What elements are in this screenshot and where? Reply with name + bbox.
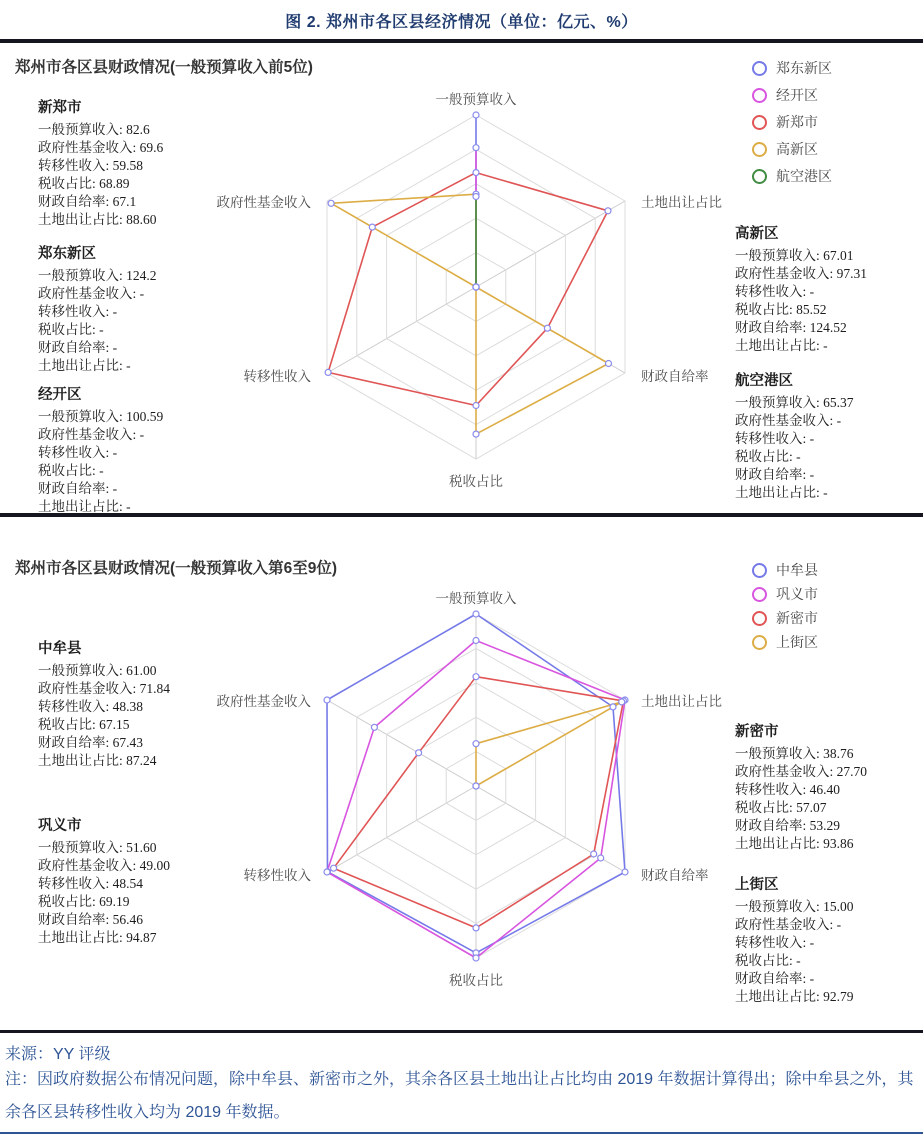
radar-point-marker: [473, 783, 479, 789]
radar-grid-ring: [387, 184, 566, 390]
legend-circle-icon: [752, 61, 767, 76]
radar2-axis-label-财政自给率: 财政自给率: [640, 868, 709, 883]
radar-grid-ring: [327, 614, 625, 958]
radar-point-marker: [473, 284, 479, 290]
district-name: 巩义市: [38, 818, 82, 834]
radar-axis-spoke: [476, 201, 625, 287]
district-metric: 土地出让占比: -: [735, 338, 828, 353]
radar-point-marker: [473, 145, 479, 151]
radar-point-marker: [473, 191, 479, 197]
legend-item-郑东新区: [752, 58, 832, 78]
legend-item-航空港区: [752, 166, 832, 186]
radar-grid-ring: [327, 115, 625, 459]
radar-point-marker: [473, 194, 479, 200]
district-metric: 税收占比: -: [38, 463, 104, 478]
legend-label: 航空港区: [776, 168, 832, 184]
district-metric: 政府性基金收入: -: [735, 413, 842, 428]
radar-point-marker: [325, 369, 331, 375]
radar-point-marker: [324, 869, 330, 875]
radar-grid-ring: [357, 648, 595, 923]
radar-series-中牟县: [327, 614, 625, 953]
radar-point-marker: [473, 611, 479, 617]
radar-axis-spoke: [327, 700, 476, 786]
radar-chart-1: [325, 112, 625, 459]
radar-grid-ring: [416, 717, 535, 855]
district-metric: 一般预算收入: 124.2: [38, 268, 157, 283]
legend-circle-icon: [752, 169, 767, 184]
legend-label: 新密市: [776, 610, 818, 626]
radar-point-marker: [324, 697, 330, 703]
district-metric: 一般预算收入: 15.00: [735, 899, 854, 914]
radar1-axis-label-一般预算收入: 一般预算收入: [435, 92, 517, 107]
legend-label: 郑东新区: [776, 60, 832, 76]
district-metric: 一般预算收入: 51.60: [38, 840, 157, 855]
district-metric: 税收占比: 68.89: [38, 176, 130, 191]
radar-point-marker: [473, 284, 479, 290]
radar-point-marker: [473, 284, 479, 290]
district-metric: 财政自给率: -: [38, 481, 118, 496]
radar-point-marker: [473, 674, 479, 680]
district-metric: 转移性收入: 46.40: [735, 782, 841, 797]
radar-point-marker: [591, 851, 597, 857]
radar-point-marker: [473, 950, 479, 956]
district-metric: 税收占比: -: [735, 953, 801, 968]
radar2-axis-label-一般预算收入: 一般预算收入: [435, 591, 517, 606]
divider-bottom: [0, 1132, 923, 1134]
radar-point-marker: [622, 869, 628, 875]
district-metric: 政府性基金收入: 71.84: [38, 681, 171, 696]
radar-point-marker: [473, 925, 479, 931]
radar-point-marker: [544, 325, 550, 331]
radar-point-marker: [473, 638, 479, 644]
district-metric: 财政自给率: 53.29: [735, 818, 841, 833]
district-metric: 政府性基金收入: -: [735, 917, 842, 932]
radar-series-新密市: [334, 677, 624, 928]
radar-point-marker: [473, 431, 479, 437]
radar-point-marker: [473, 284, 479, 290]
legend-circle-icon: [752, 611, 767, 626]
legend-label: 巩义市: [776, 586, 818, 602]
chart1-title: 郑州市各区县财政情况(一般预算收入前5位): [15, 59, 313, 76]
district-metric: 土地出让占比: -: [38, 358, 131, 373]
radar-point-marker: [473, 783, 479, 789]
district-metric: 政府性基金收入: 27.70: [735, 764, 868, 779]
radar1-axis-label-税收占比: 税收占比: [449, 474, 503, 489]
district-metric: 转移性收入: -: [735, 935, 815, 950]
district-metric: 一般预算收入: 67.01: [735, 248, 854, 263]
radar-point-marker: [473, 284, 479, 290]
district-block-航空港区: [735, 369, 923, 502]
radar-axis-spoke: [327, 287, 476, 373]
radar-point-marker: [473, 783, 479, 789]
district-metric: 税收占比: 67.15: [38, 717, 130, 732]
district-metric: 税收占比: -: [38, 322, 104, 337]
divider-top: [0, 39, 923, 43]
district-name: 航空港区: [735, 373, 793, 389]
figure-title: 图 2. 郑州市各区县经济情况（单位：亿元、%）: [285, 14, 638, 31]
district-metric: 土地出让占比: -: [735, 485, 828, 500]
radar-point-marker: [473, 284, 479, 290]
district-metric: 政府性基金收入: -: [38, 286, 145, 301]
radar-point-marker: [416, 750, 422, 756]
legend-circle-icon: [752, 563, 767, 578]
legend-item-新郑市: [752, 112, 818, 132]
district-name: 郑东新区: [38, 246, 96, 262]
legend-label: 中牟县: [776, 562, 818, 578]
district-metric: 土地出让占比: 87.24: [38, 753, 157, 768]
radar-point-marker: [622, 697, 628, 703]
radar-point-marker: [606, 361, 612, 367]
legend-item-新密市: [752, 608, 818, 628]
district-name: 上街区: [735, 877, 779, 893]
district-metric: 政府性基金收入: 49.00: [38, 858, 171, 873]
district-metric: 土地出让占比: 92.79: [735, 989, 854, 1004]
legend-item-中牟县: [752, 560, 818, 580]
radar-axis-spoke: [476, 700, 625, 786]
district-metric: 土地出让占比: 93.86: [735, 836, 854, 851]
radar-axis-spoke: [476, 287, 625, 373]
district-metric: 税收占比: -: [735, 449, 801, 464]
district-metric: 财政自给率: 56.46: [38, 912, 144, 927]
district-metric: 财政自给率: -: [735, 971, 815, 986]
radar-point-marker: [473, 741, 479, 747]
radar1-axis-label-转移性收入: 转移性收入: [243, 369, 312, 384]
radar-point-marker: [473, 284, 479, 290]
note-line: 注：因政府数据公布情况问题，除中牟县、新密市之外，其余各区县土地出让占比均由 2019 年数据计算得出；除中牟县之外，其余各区县转移性收入均为 2019 年数据。: [5, 1071, 914, 1121]
radar1-axis-label-土地出让占比: 土地出让占比: [640, 195, 722, 210]
legend-item-上街区: [752, 632, 818, 652]
district-metric: 转移性收入: -: [38, 445, 118, 460]
radar-point-marker: [473, 284, 479, 290]
radar-point-marker: [473, 170, 479, 176]
district-block-经开区: [38, 383, 293, 516]
legend-circle-icon: [752, 142, 767, 157]
district-metric: 一般预算收入: 100.59: [38, 409, 164, 424]
district-metric: 土地出让占比: -: [38, 499, 131, 514]
radar-axis-spoke: [327, 786, 476, 872]
district-block-郑东新区: [38, 242, 293, 375]
district-metric: 税收占比: 85.52: [735, 302, 827, 317]
district-block-上街区: [735, 873, 923, 1006]
radar-point-marker: [473, 955, 479, 961]
radar-point-marker: [605, 208, 611, 214]
legend-label: 高新区: [776, 141, 818, 157]
chart2-title: 郑州市各区县财政情况(一般预算收入第6至9位): [15, 560, 338, 577]
district-metric: 财政自给率: -: [735, 467, 815, 482]
radar-series-上街区: [476, 702, 622, 786]
district-name: 新密市: [735, 724, 779, 740]
radar-point-marker: [473, 284, 479, 290]
radar-grid-ring: [446, 752, 506, 821]
radar1-axis-label-财政自给率: 财政自给率: [640, 369, 709, 384]
radar2-axis-label-转移性收入: 转移性收入: [243, 868, 312, 883]
radar-point-marker: [473, 284, 479, 290]
legend-item-高新区: [752, 139, 818, 159]
radar1-axis-label-政府性基金收入: 政府性基金收入: [216, 195, 312, 210]
radar-point-marker: [473, 403, 479, 409]
district-metric: 财政自给率: 67.43: [38, 735, 144, 750]
radar-series-巩义市: [327, 641, 625, 959]
radar-series-高新区: [331, 194, 608, 434]
legend-circle-icon: [752, 635, 767, 650]
radar-chart-2: [324, 611, 628, 961]
district-metric: 政府性基金收入: -: [38, 427, 145, 442]
district-metric: 转移性收入: -: [735, 284, 815, 299]
district-metric: 一般预算收入: 82.6: [38, 122, 150, 137]
radar-grid-ring: [387, 683, 566, 889]
district-name: 高新区: [735, 226, 779, 242]
radar-point-marker: [371, 724, 377, 730]
radar-point-marker: [473, 112, 479, 118]
source-line: 来源：YY 评级: [5, 1046, 111, 1063]
radar-axis-spoke: [476, 786, 625, 872]
radar-point-marker: [473, 284, 479, 290]
radar-point-marker: [620, 698, 626, 704]
district-metric: 财政自给率: 67.1: [38, 194, 137, 209]
legend-label: 上街区: [776, 634, 818, 650]
radar2-axis-label-税收占比: 税收占比: [449, 973, 503, 988]
district-metric: 政府性基金收入: 97.31: [735, 266, 868, 281]
district-metric: 转移性收入: 48.54: [38, 876, 144, 891]
radar-series-新郑市: [328, 173, 608, 406]
legend-item-经开区: [752, 85, 818, 105]
radar-point-marker: [325, 869, 331, 875]
radar-grid-ring: [446, 253, 506, 322]
district-name: 经开区: [38, 387, 82, 403]
district-metric: 土地出让占比: 94.87: [38, 930, 157, 945]
radar-point-marker: [473, 284, 479, 290]
radar-point-marker: [331, 865, 337, 871]
radar-point-marker: [619, 699, 625, 705]
district-name: 中牟县: [38, 641, 82, 657]
legend-circle-icon: [752, 88, 767, 103]
district-metric: 一般预算收入: 38.76: [735, 746, 854, 761]
district-metric: 财政自给率: 124.52: [735, 320, 847, 335]
radar-axis-spoke: [327, 201, 476, 287]
district-metric: 一般预算收入: 61.00: [38, 663, 157, 678]
district-metric: 转移性收入: -: [38, 304, 118, 319]
district-block-新密市: [735, 720, 923, 853]
district-metric: 税收占比: 57.07: [735, 800, 827, 815]
legend-label: 经开区: [776, 87, 818, 103]
district-metric: 转移性收入: 48.38: [38, 699, 144, 714]
radar-point-marker: [473, 284, 479, 290]
radar-grid-ring: [416, 218, 535, 356]
radar-point-marker: [473, 284, 479, 290]
radar2-axis-label-政府性基金收入: 政府性基金收入: [216, 694, 312, 709]
radar-point-marker: [610, 704, 616, 710]
district-metric: 土地出让占比: 88.60: [38, 212, 157, 227]
district-metric: 转移性收入: 59.58: [38, 158, 144, 173]
radar-point-marker: [473, 284, 479, 290]
radar-point-marker: [369, 224, 375, 230]
radar2-axis-label-土地出让占比: 土地出让占比: [640, 694, 722, 709]
radar-point-marker: [473, 783, 479, 789]
district-metric: 税收占比: 69.19: [38, 894, 130, 909]
district-metric: 转移性收入: -: [735, 431, 815, 446]
district-block-高新区: [735, 222, 923, 355]
radar-grid-ring: [357, 149, 595, 424]
legend-circle-icon: [752, 115, 767, 130]
district-metric: 一般预算收入: 65.37: [735, 395, 854, 410]
radar-point-marker: [473, 284, 479, 290]
legend-label: 新郑市: [776, 114, 818, 130]
legend-item-巩义市: [752, 584, 818, 604]
legend-circle-icon: [752, 587, 767, 602]
radar-point-marker: [473, 284, 479, 290]
divider-footer: [0, 1030, 923, 1033]
radar-point-marker: [328, 200, 334, 206]
district-name: 新郑市: [38, 100, 82, 116]
district-metric: 政府性基金收入: 69.6: [38, 140, 164, 155]
district-metric: 财政自给率: -: [38, 340, 118, 355]
radar-point-marker: [598, 855, 604, 861]
